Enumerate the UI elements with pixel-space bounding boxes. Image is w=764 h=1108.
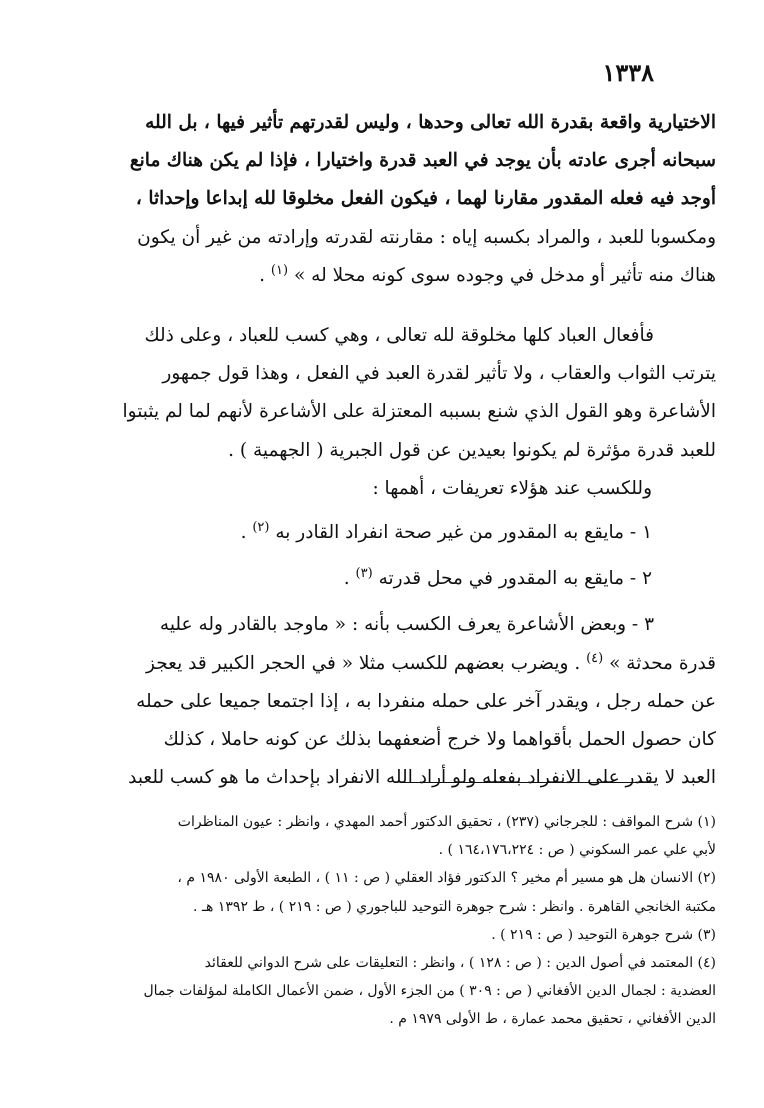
text-line: يترتب الثواب والعقاب ، ولا تأثير لقدرة العبد في الفعل ، وهذا قول جمهور — [162, 363, 716, 385]
list-item-2 — [48, 560, 652, 598]
paragraph-1 — [48, 104, 716, 295]
footnote-line: (٤) المعتمد في أصول الدين : ( ص : ١٢٨ ) ، وانظر : التعليقات على شرح الدواني للعقائد — [204, 955, 716, 972]
footnote-4 — [48, 949, 716, 1034]
text-fragment: . — [259, 264, 271, 286]
footnote-line: العضدية : لجمال الدين الأفغاني ( ص : ٣٠٩ ) من الجزء الأول ، ضمن الأعمال الكاملة لمؤلفات جمال — [143, 983, 716, 1000]
footnote-line: الدين الأفغاني ، تحقيق محمد عمارة ، ط الأولى ١٩٧٩ م . — [389, 1011, 716, 1028]
text-line: للعبد قدرة مؤثرة لم يكونوا بعيدين عن قول الجبرية ( الجهمية ) . — [228, 439, 716, 461]
text-fragment: ١ - مايقع به المقدور من غير صحة انفراد القادر به — [275, 522, 652, 544]
text-fragment: . ويضرب بعضهم للكسب مثلا « في الحجر الكبير قد يعجز — [146, 652, 587, 674]
text-fragment: ٢ - مايقع به المقدور في محل قدرته — [378, 568, 652, 590]
footnote-3 — [48, 921, 716, 949]
text-line: سبحانه أجرى عادته بأن يوجد في العبد قدرة واختيارا ، فإذا لم يكن هناك مانع — [129, 150, 716, 172]
text-line: ٣ - وبعض الأشاعرة يعرف الكسب بأنه : « ماوجد بالقادر وله عليه — [159, 614, 654, 636]
text-line: العبد لا يقدر على الانفراد بفعله ولو أراد الله الانفراد بإحداث ما هو كسب للعبد — [128, 767, 716, 789]
text-line: فأفعال العباد كلها مخلوقة لله تعالى ، وهي كسب للعباد ، وعلى ذلك — [144, 325, 654, 347]
footnote-2 — [48, 864, 716, 920]
footnote-1 — [48, 808, 716, 864]
text-fragment: قدرة محدثة » — [609, 652, 716, 674]
text-fragment: . — [343, 568, 356, 590]
list-item-3 — [48, 606, 716, 797]
footnotes — [48, 808, 716, 1034]
footnote-reference[interactable]: (١) — [270, 262, 289, 278]
text-line: عن حمله رجل ، ويقدر آخر على حمله منفردا به ، إذا اجتمعا جميعا على حمله — [136, 690, 716, 712]
text-line: الاختيارية واقعة بقدرة الله تعالى وحدها ، وليس لقدرتهم تأثير فيها ، بل الله — [145, 112, 716, 133]
main-text — [48, 104, 716, 797]
text-fragment: . — [240, 522, 253, 544]
footnote-reference[interactable]: (٣) — [355, 566, 373, 582]
footnote-line: (٣) شرح جوهرة التوحيد ( ص : ٢١٩ ) . — [491, 926, 716, 943]
text-line: الأشاعرة وهو القول الذي شنع بسببه المعتزلة على الأشاعرة لأنهم لما لم يثبتوا — [122, 401, 716, 423]
footnote-divider — [400, 782, 650, 783]
text-line: كان حصول الحمل بأقواهما ولا خرج أضعفهما بذلك عن كونه حاملا ، كذلك — [163, 729, 716, 751]
text-line: أوجد فيه فعله المقدور مقارنا لهما ، فيكون الفعل مخلوقا لله إبداعا وإحداثا ، — [135, 188, 716, 210]
footnote-line: (٢) الانسان هل هو مسير أم مخير ؟ الدكتور فؤاد العقلي ( ص : ١١ ) ، الطبعة الأولى ١٩٨٠ م ، — [177, 870, 716, 887]
paragraph-3: وللكسب عند هؤلاء تعريفات ، أهمها : — [372, 477, 652, 499]
footnote-reference[interactable]: (٢) — [252, 519, 270, 535]
footnote-reference[interactable]: (٤) — [586, 650, 604, 666]
text-line — [48, 645, 716, 683]
footnote-line: لأبي علي عمر السكوني ( ص : ١٦٤،١٧٦،٢٢٤ ) . — [438, 842, 716, 859]
footnote-line: مكتبة الخانجي القاهرة . وانظر : شرح جوهرة التوحيد للباجوري ( ص : ٢١٩ ) ، ط ١٣٩٢ هـ . — [193, 898, 716, 915]
page-number: ١٣٣٨ — [602, 58, 654, 87]
text-fragment: هناك منه تأثير أو مدخل في وجوده سوى كونه محلا له » — [293, 264, 716, 286]
text-line: ومكسوبا للعبد ، والمراد بكسبه إياه : مقارنته لقدرته وإرادته من غير أن يكون — [137, 226, 716, 248]
list-item-1 — [48, 514, 652, 552]
footnote-line: (١) شرح المواقف : للجرجاني (٢٣٧) ، تحقيق الدكتور أحمد المهدي ، وانظر : عيون المناظرات — [177, 814, 716, 830]
paragraph-2 — [48, 317, 716, 470]
text-line — [48, 257, 716, 295]
